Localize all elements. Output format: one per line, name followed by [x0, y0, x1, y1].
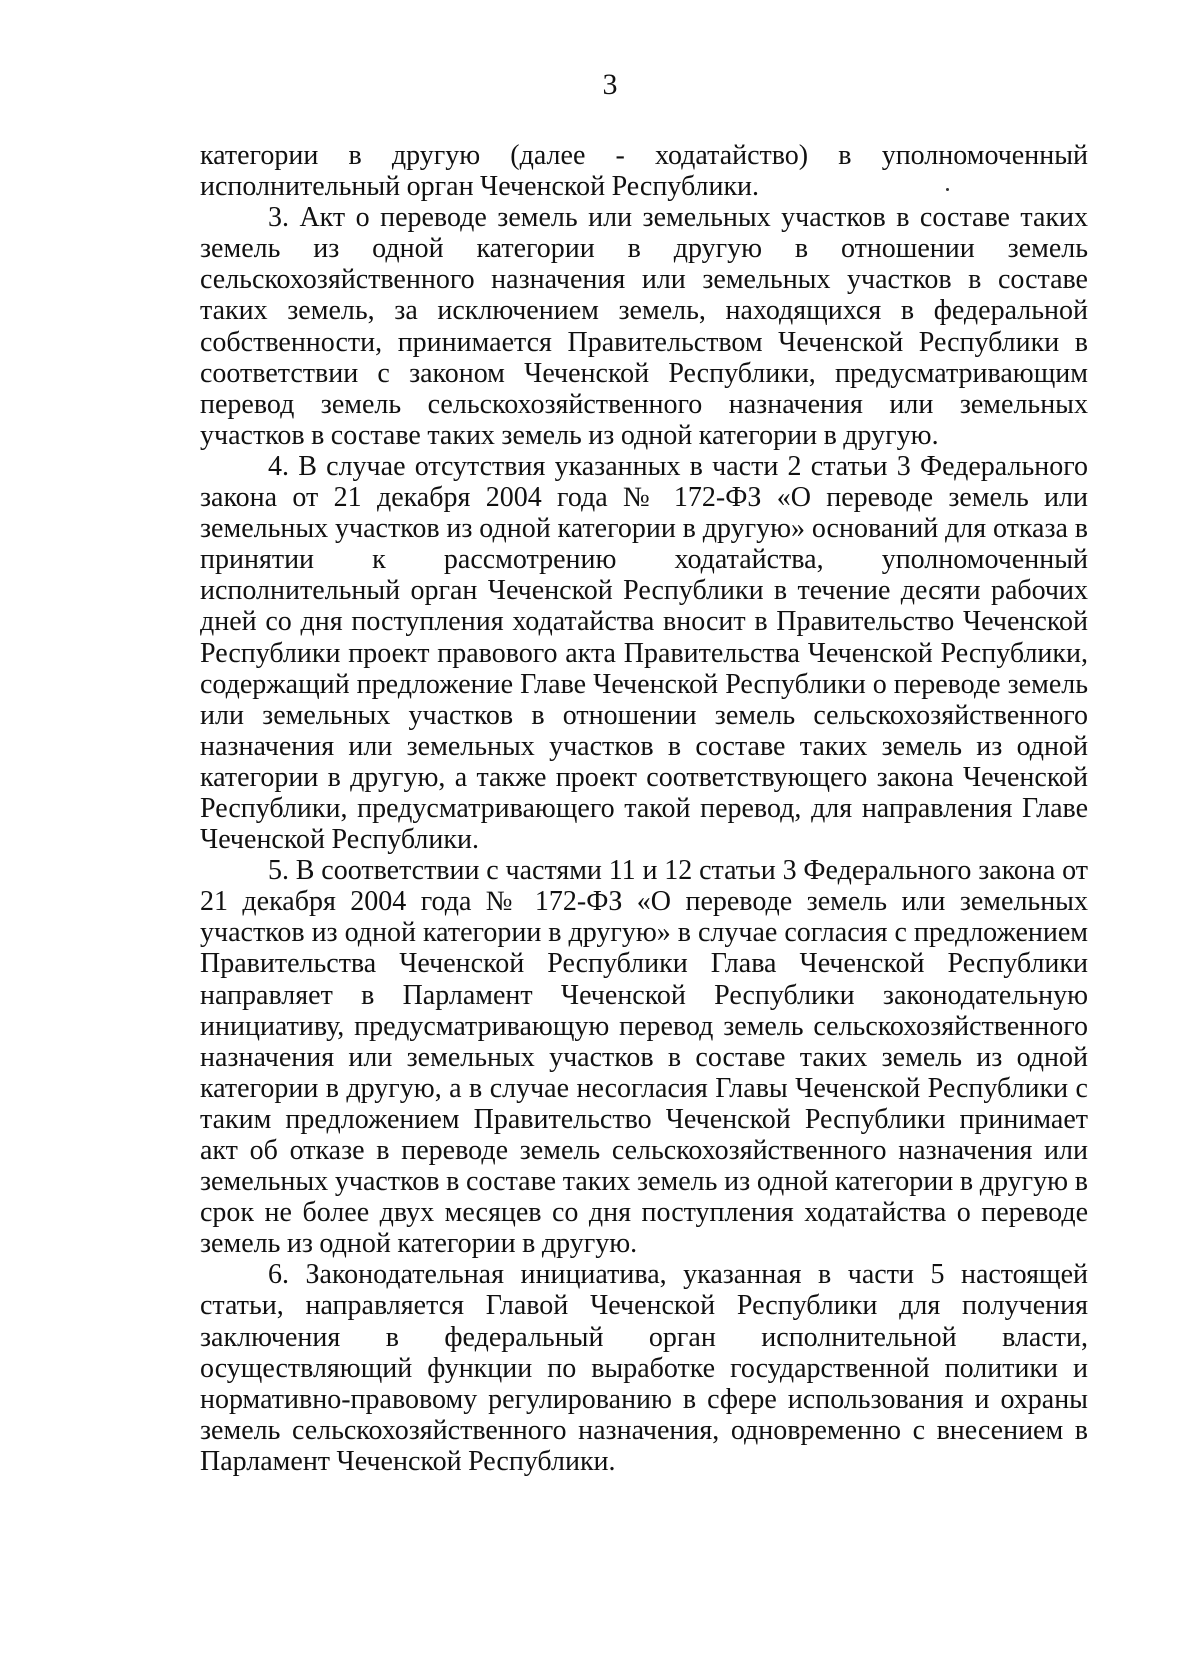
paragraph-5: 5. В соответствии с частями 11 и 12 статьи 3 Федерального закона от 21 декабря 2004 года № 172-ФЗ «О переводе земель или земельных участков из одной категории в другую» в случае согласия с предложением Правительства Чеченской Республики Глава Чеченской Республики направляет в Парламент Чеченской Республики законодательную инициативу, предусматривающую перевод земель сельскохозяйственного назначения или земельных участков в составе таких земель из одной категории в другую, а в случае несогласия Главы Чеченской Республики с таким предложением Правительство Чеченской Республики принимает акт об отказе в переводе земель сельскохозяйственного назначения или земельных участков в составе таких земель из одной категории в другую в срок не более двух месяцев со дня поступления ходатайства о переводе земель из одной категории в другую. — [200, 855, 1088, 1260]
page-number: 3 — [602, 68, 618, 101]
document-body — [200, 140, 1088, 1477]
paragraph-4: 4. В случае отсутствия указанных в части 2 статьи 3 Федерального закона от 21 декабря 2004 года № 172-ФЗ «О переводе земель или земельных участков из одной категории в другую» оснований для отказа в принятии к рассмотрению ходатайства, уполномоченный исполнительный орган Чеченской Республики в течение десяти рабочих дней со дня поступления ходатайства вносит в Правительство Чеченской Республики проект правового акта Правительства Чеченской Республики, содержащий предложение Главе Чеченской Республики о переводе земель или земельных участков в отношении земель сельскохозяйственного назначения или земельных участков в составе таких земель из одной категории в другую, а также проект соответствующего закона Чеченской Республики, предусматривающего такой перевод, для направления Главе Чеченской Республики. — [200, 450, 1088, 856]
scan-speck — [946, 188, 949, 191]
paragraph-continuation: категории в другую (далее - ходатайство) в уполномоченный исполнительный орган Чеченской Республики. — [200, 140, 1088, 203]
paragraph-3: 3. Акт о переводе земель или земельных участков в составе таких земель из одной категории в другую в отношении земель сельскохозяйственного назначения или земельных участков в составе таких земель, за исключением земель, находящихся в федеральной собственности, принимается Правительством Чеченской Республики в соответствии с законом Чеченской Республики, предусматривающим перевод земель сельскохозяйственного назначения или земельных участков в составе таких земель из одной категории в другую. — [200, 202, 1088, 451]
paragraph-6: 6. Законодательная инициатива, указанная в части 5 настоящей статьи, направляется Главой Чеченской Республики для получения заключения в федеральный орган исполнительной власти, осуществляющий функции по выработке государственной политики и нормативно-правовому регулированию в сфере использования и охраны земель сельскохозяйственного назначения, одновременно с внесением в Парламент Чеченской Республики. — [200, 1259, 1088, 1477]
